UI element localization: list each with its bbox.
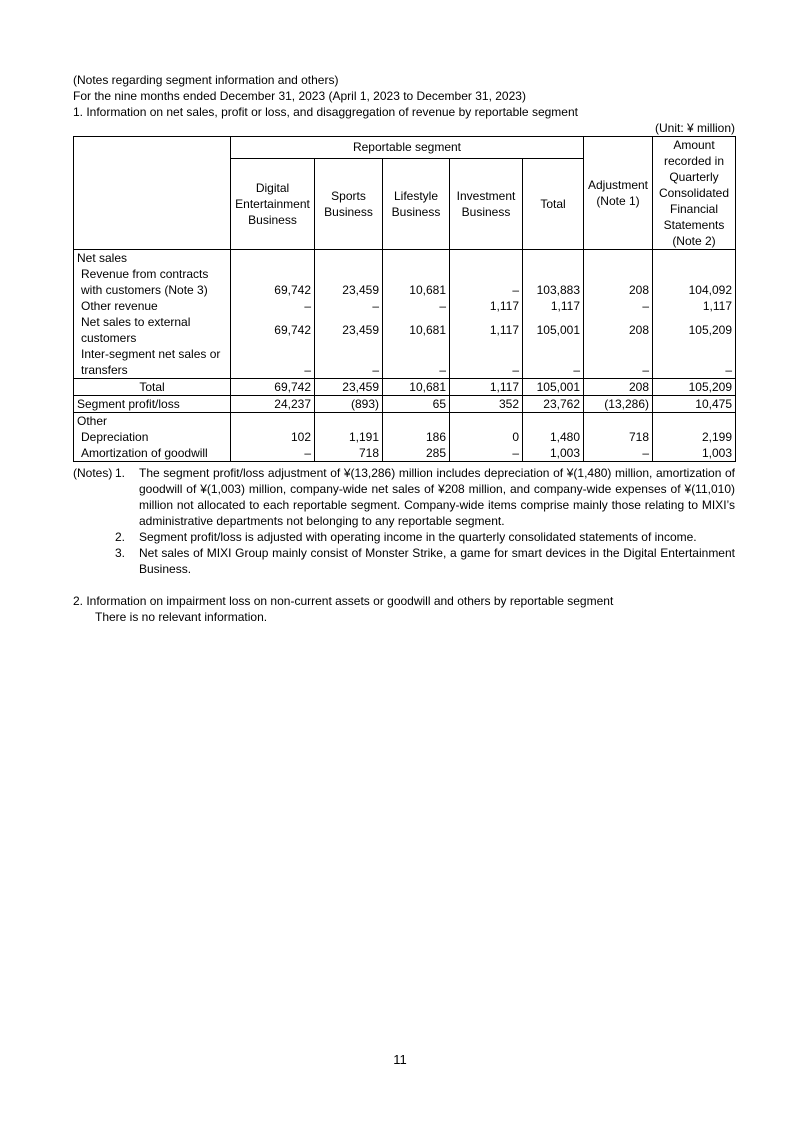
notes-heading: (Notes regarding segment information and others): [73, 73, 339, 87]
adjustment-header: [584, 137, 653, 250]
cell: (13,286): [584, 396, 653, 413]
cell: –: [450, 250, 523, 299]
note-item: [73, 545, 735, 577]
note-number: 1.: [115, 466, 126, 480]
note-item: [73, 465, 735, 529]
other-label: Other: [77, 414, 108, 428]
cell: 718: [584, 413, 653, 446]
cell: 104,092: [653, 250, 736, 299]
cell: 105,001: [523, 379, 584, 396]
cell: 1,117: [450, 379, 523, 396]
cell: –: [584, 346, 653, 379]
cell: 23,459: [315, 379, 383, 396]
cell: 105,209: [653, 314, 736, 346]
amount-recorded-header-text: Amount recorded in Quarterly Consolidated Financial Statements (Note 2): [658, 138, 730, 248]
cell: –: [653, 346, 736, 379]
cell: 10,681: [383, 379, 450, 396]
cell: 1,117: [450, 298, 523, 314]
blank-corner-cell: [74, 137, 231, 250]
note-spacer: [73, 545, 115, 577]
cell: 1,191: [315, 413, 383, 446]
row-label: Inter-segment net sales or transfers: [81, 347, 221, 377]
cell: 208: [584, 250, 653, 299]
cell: –: [523, 346, 584, 379]
reportable-segment-header: Reportable segment: [231, 137, 584, 159]
cell: 10,475: [653, 396, 736, 413]
cell: 352: [450, 396, 523, 413]
note-text: The segment profit/loss adjustment of ¥(13,286) million includes depreciation of ¥(1,480) million, amortization of goodwill of ¥(1,003) million, company-wide net sales of ¥208 million, and company-wide expenses of ¥(11,010) million not allocated to each reportable segment. Company-wide items comprise mainly those relating to MIXI’s administrative departments not belonging to any reportable segment.: [139, 466, 735, 528]
cell: –: [231, 346, 315, 379]
cell: 102: [231, 413, 315, 446]
lifestyle-header: Lifestyle Business: [383, 158, 450, 249]
cell: 69,742: [231, 314, 315, 346]
segment-table: [73, 136, 736, 462]
cell: 69,742: [231, 379, 315, 396]
cell: 1,480: [523, 413, 584, 446]
cell: 0: [450, 413, 523, 446]
investment-header: Investment Business: [450, 158, 523, 249]
unit-label: (Unit: ¥ million): [654, 121, 735, 135]
cell: 105,001: [523, 314, 584, 346]
row-label: Revenue from contracts with customers (Note 3): [81, 267, 209, 297]
cell: –: [383, 346, 450, 379]
cell: –: [584, 445, 653, 462]
cell: 105,209: [653, 379, 736, 396]
cell: 10,681: [383, 314, 450, 346]
cell: (893): [315, 396, 383, 413]
notes-lead: (Notes): [73, 466, 113, 480]
note-number: 3.: [115, 546, 126, 560]
section-1-title: 1. Information on net sales, profit or loss, and disaggregation of revenue by reportable segment: [73, 105, 578, 119]
row-label: Net sales to external customers: [81, 315, 191, 345]
total-row-label: Total: [74, 379, 231, 396]
note-spacer: [73, 529, 115, 545]
cell: 208: [584, 379, 653, 396]
cell: –: [315, 346, 383, 379]
cell: –: [383, 298, 450, 314]
cell: 1,003: [523, 445, 584, 462]
cell: 1,117: [653, 298, 736, 314]
cell: 1,117: [450, 314, 523, 346]
cell: 2,199: [653, 413, 736, 446]
section-2: [73, 593, 735, 625]
note-text: Net sales of MIXI Group mainly consist of Monster Strike, a game for smart devices in the Digital Entertainment Business.: [139, 546, 735, 576]
sports-header: Sports Business: [315, 158, 383, 249]
cell: 23,459: [315, 314, 383, 346]
page-number: 11: [393, 1052, 407, 1067]
cell: 718: [315, 445, 383, 462]
note-item: [73, 529, 735, 545]
segment-profit-label: Segment profit/loss: [74, 396, 231, 413]
row-label: Other revenue: [81, 299, 158, 313]
cell: 24,237: [231, 396, 315, 413]
cell: 10,681: [383, 250, 450, 299]
row-label-cell: [74, 314, 231, 346]
row-label-cell: [74, 346, 231, 379]
amount-recorded-header: [653, 137, 736, 250]
cell: 103,883: [523, 250, 584, 299]
cell: –: [231, 298, 315, 314]
row-label-cell: [74, 298, 231, 314]
adjustment-header-text: Adjustment (Note 1): [587, 178, 649, 208]
cell: 208: [584, 314, 653, 346]
cell: 1,117: [523, 298, 584, 314]
cell: 1,003: [653, 445, 736, 462]
row-label: Amortization of goodwill: [81, 446, 208, 460]
document-page: [73, 72, 735, 625]
note-number: 2.: [115, 530, 126, 544]
row-label-cell: [74, 445, 231, 462]
period-line: For the nine months ended December 31, 2023 (April 1, 2023 to December 31, 2023): [73, 89, 526, 103]
note-text: Segment profit/loss is adjusted with operating income in the quarterly consolidated statements of income.: [139, 530, 697, 544]
digital-entertainment-header: Digital Entertainment Business: [231, 158, 315, 249]
section-2-text: There is no relevant information.: [95, 610, 268, 624]
total-header: Total: [523, 158, 584, 249]
cell: –: [584, 298, 653, 314]
net-sales-label: [74, 250, 231, 299]
cell: 285: [383, 445, 450, 462]
section-2-title: 2. Information on impairment loss on non-current assets or goodwill and others by reportable segment: [73, 594, 614, 608]
notes-block: [73, 465, 735, 577]
net-sales-text: Net sales: [77, 251, 128, 265]
row-label: Depreciation: [81, 430, 149, 444]
cell: –: [450, 346, 523, 379]
other-label-cell: [74, 413, 231, 446]
cell: –: [231, 445, 315, 462]
cell: 23,762: [523, 396, 584, 413]
cell: 23,459: [315, 250, 383, 299]
cell: –: [450, 445, 523, 462]
cell: –: [315, 298, 383, 314]
cell: 186: [383, 413, 450, 446]
cell: 69,742: [231, 250, 315, 299]
cell: 65: [383, 396, 450, 413]
